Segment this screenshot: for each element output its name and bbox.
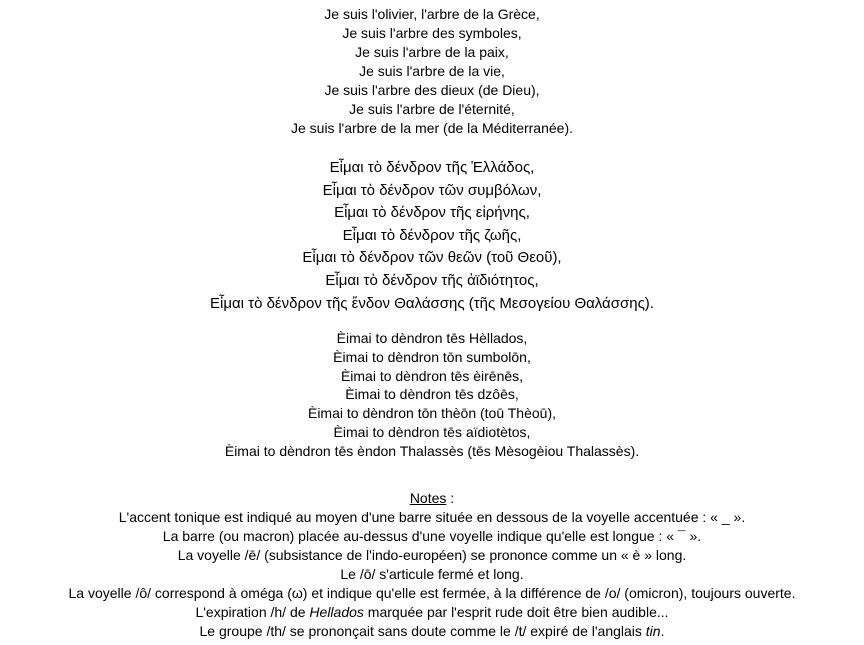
poem-line: Εἶμαι τὸ δένδρον τῆς Ἑλλάδος, (329, 159, 535, 176)
note-text: L'expiration /h/ de (195, 604, 310, 620)
poem-line: Èimai to dèndron tēs Hèllados, (336, 330, 528, 346)
note-line: La voyelle /ô/ correspond à oméga (ω) et indique qu'elle est fermée, à la différence de /o/ (omicron), toujours ouverte. (68, 585, 796, 601)
poem-line: Èimai to dèndron tōn sumbolōn, (333, 348, 531, 365)
note-text: marquée par l'esprit rude doit être bien audible... (363, 604, 669, 620)
poem-line: Εἶμαι τὸ δένδρον τῶν συμβόλων, (322, 181, 542, 199)
note-text: Le groupe /th/ se prononçait sans doute comme le /t/ expiré de l'anglais (199, 623, 646, 639)
poem-line: Je suis l'arbre de la paix, (355, 44, 509, 60)
poem-line: Èimai to dèndron tēs èndon Thalassès (tēs Mèsogèiou Thalassès). (224, 442, 640, 459)
poem-transliteration (0, 329, 864, 461)
notes-heading-colon: : (446, 490, 455, 506)
note-line: La barre (ou macron) placée au-dessus d'une voyelle indique qu'elle est longue : « ¯ ». (162, 528, 702, 544)
poem-line: Je suis l'arbre des symboles, (342, 25, 522, 41)
poem-line: Εἶμαι τὸ δένδρον τῆς ἀϊδιότητος, (325, 271, 539, 289)
poem-greek (0, 157, 864, 315)
note-line: Le /ō/ s'articule fermé et long. (340, 566, 524, 582)
poem-line: Je suis l'olivier, l'arbre de la Grèce, (324, 6, 540, 22)
notes-section (0, 489, 864, 641)
poem-line: Εἶμαι τὸ δένδρον τῶν θεῶν (τοῦ Θεοῦ), (302, 249, 562, 267)
poem-line: Èimai to dèndron tēs dzôēs, (345, 386, 519, 403)
poem-line: Èimai to dèndron tēs èirēnēs, (340, 367, 524, 384)
note-italic-word: Hellados (309, 604, 364, 620)
poem-line: Je suis l'arbre de la vie, (359, 63, 505, 79)
notes-heading: Notes (409, 490, 447, 506)
note-line (0, 622, 864, 641)
poem-line: Εἶμαι τὸ δένδρον τῆς ζωῆς, (342, 226, 522, 244)
poem-line: Εἶμαι τὸ δένδρον τῆς εἰρήνης, (334, 204, 530, 222)
poem-french (0, 5, 864, 138)
poem-line: Je suis l'arbre de l'éternité, (349, 101, 515, 117)
poem-line: Je suis l'arbre de la mer (de la Méditerranée). (290, 120, 574, 136)
note-line (0, 603, 864, 622)
poem-line: Εἶμαι τὸ δένδρον τῆς ἔνδον Θαλάσσης (τῆς Μεσογείου Θαλάσσης). (210, 294, 654, 312)
poem-line: Èimai to dèndron tōn thèōn (toū Thèoū), (307, 405, 556, 422)
notes-heading-line (0, 489, 864, 508)
note-italic-word: tin (645, 623, 661, 639)
note-line: L'accent tonique est indiqué au moyen d'une barre située en dessous de la voyelle accentuée : « _ ». (118, 509, 746, 525)
poem-line: Je suis l'arbre des dieux (de Dieu), (324, 82, 540, 98)
note-line: La voyelle /ē/ (subsistance de l'indo-européen) se prononce comme un « è » long. (177, 547, 687, 563)
poem-line: Èimai to dèndron tēs aïdiotètos, (333, 423, 531, 440)
note-text: . (660, 623, 665, 639)
